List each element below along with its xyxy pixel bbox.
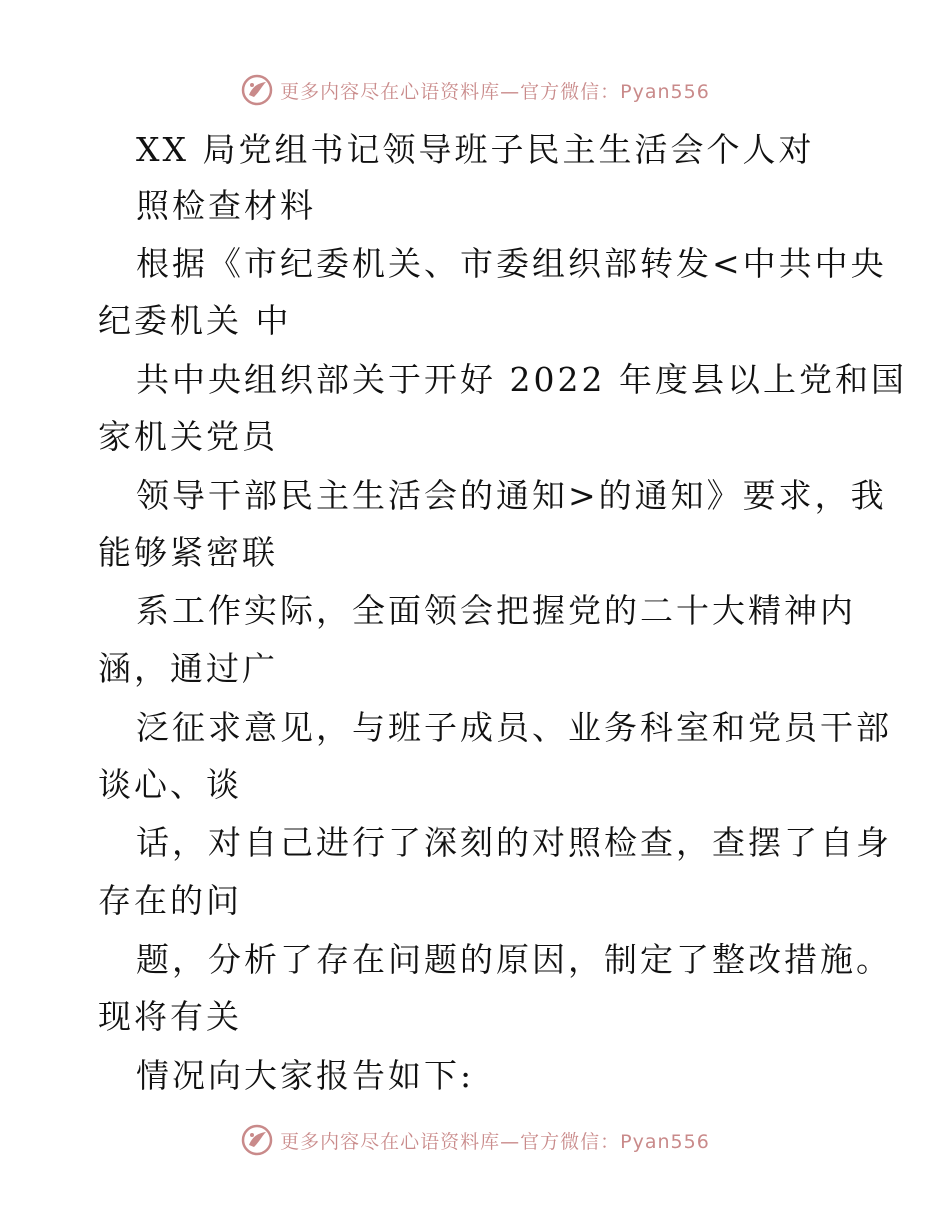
watermark-text: 更多内容尽在心语资料库—官方微信：Pyan556 [280, 1130, 710, 1153]
doc-line: 能够紧密联 [98, 533, 278, 572]
footer-watermark [0, 1120, 950, 1160]
doc-line: 领导干部民主生活会的通知>的通知》要求，我 [136, 476, 887, 515]
doc-line: 现将有关 [98, 997, 242, 1036]
doc-line: 泛征求意见，与班子成员、业务科室和党员干部 [136, 708, 892, 747]
doc-line: 系工作实际，全面领会把握党的二十大精神内 [136, 591, 856, 630]
doc-line: 谈心、谈 [98, 765, 242, 804]
doc-line: 涵，通过广 [98, 649, 278, 688]
doc-line: 题，分析了存在问题的原因，制定了整改措施。 [136, 940, 892, 979]
seal-logo-icon [240, 1123, 274, 1157]
doc-line: 存在的问 [98, 881, 242, 920]
doc-line-title-1: XX 局党组书记领导班子民主生活会个人对 [136, 130, 815, 169]
doc-line: 情况向大家报告如下: [136, 1056, 475, 1095]
seal-logo-icon [240, 73, 274, 107]
doc-line: 根据《市纪委机关、市委组织部转发<中共中央 [136, 244, 887, 283]
doc-line-title-2: 照检查材料 [136, 186, 316, 225]
header-watermark [0, 70, 950, 110]
doc-line: 纪委机关 中 [98, 301, 292, 340]
doc-line: 家机关党员 [98, 417, 278, 456]
watermark-text: 更多内容尽在心语资料库—官方微信：Pyan556 [280, 80, 710, 103]
doc-line: 话，对自己进行了深刻的对照检查，查摆了自身 [136, 823, 892, 862]
doc-line: 共中央组织部关于开好 2022 年度县以上党和国 [136, 360, 907, 399]
